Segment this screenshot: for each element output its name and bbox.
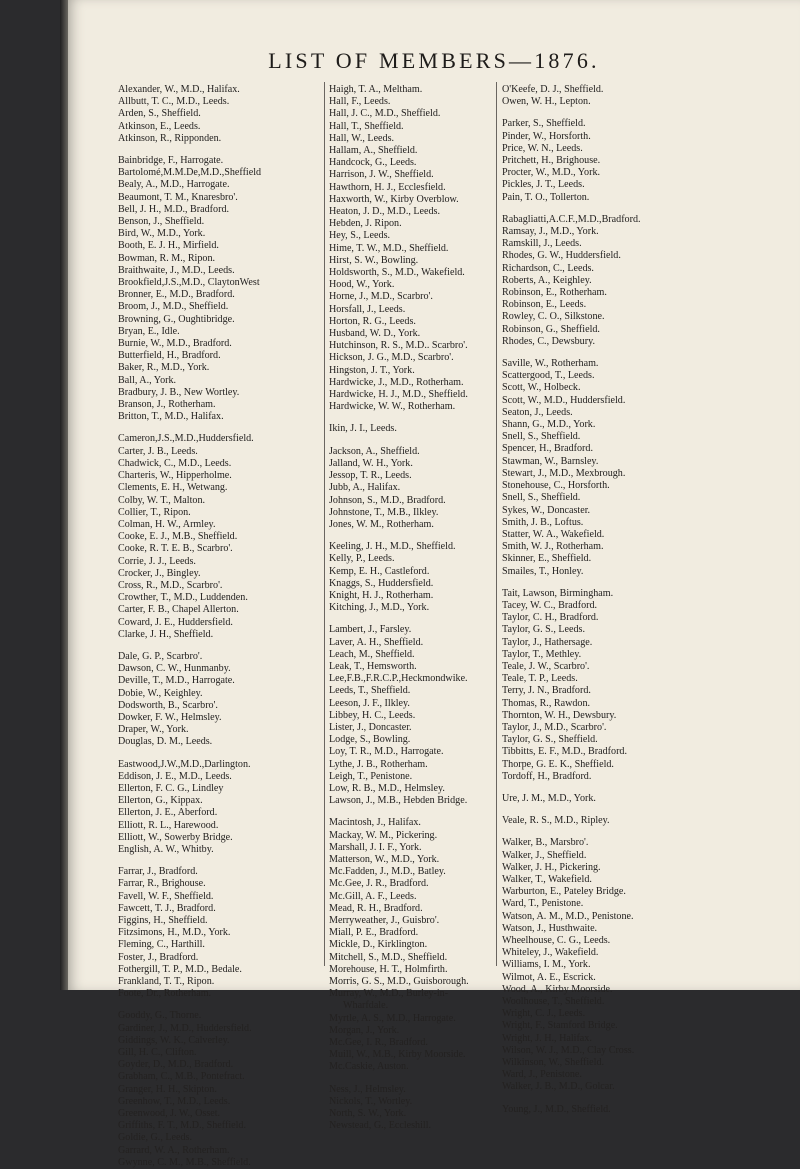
member-entry: Stonehouse, C., Horsforth. [502,480,610,492]
member-entry: Fothergill, T. P., M.D., Bedale. [118,963,242,975]
member-entry: Scattergood, T., Leeds. [502,370,595,382]
member-entry: Colman, H. W., Armley. [118,518,216,530]
member-entry: Low, R. B., M.D., Helmsley. [329,782,445,794]
member-entry: Figgins, H., Sheffield. [118,915,208,926]
member-entry: Williams, I. M., York. [502,959,591,971]
member-entry: Horne, J., M.D., Scarbro'. [329,291,433,303]
member-entry: Taylor, J., Hathersage. [502,636,593,648]
member-entry: Veale, R. S., M.D., Ripley. [502,815,610,827]
member-entry: Skinner, E., Sheffield. [502,553,592,565]
member-entry: Ellerton, F. C. G., Lindley [118,782,224,794]
member-entry: Hardwicke, J., M.D., Rotherham. [329,376,464,388]
member-entry: Goldie, G., Leeds. [118,1132,193,1144]
member-entry: Hawthorn, H. J., Ecclesfield. [329,181,446,193]
member-entry: Granger, H. H., Skipton. [118,1083,217,1095]
member-entry: Mc.Caskie, Auston. [329,1061,409,1073]
member-entry: Farrar, J., Bradford. [118,866,198,878]
member-entry: Loy, T. R., M.D., Harrogate. [329,746,444,758]
member-entry: Gill, H. C., Clifton. [118,1047,197,1059]
member-entry: Parker, S., Sheffield. [502,118,586,130]
member-entry: Collier, T., Ripon. [118,506,191,518]
group-spacer [502,827,732,837]
member-entry: Stawman, W., Barnsley. [502,455,599,467]
member-entry: Wilmot, A. E., Escrick. [502,971,596,983]
member-entry: Owen, W. H., Lepton. [502,96,591,108]
member-entry: Goyder, D., M.D., Bradford. [118,1059,234,1071]
member-entry: Warburton, E., Pateley Bridge. [502,886,626,898]
member-entry: Rowley, C. O., Silkstone. [502,311,605,323]
member-entry: Hirst, S. W., Bowling. [329,254,419,266]
group-spacer [502,204,732,214]
member-entry: Alexander, W., M.D., Halifax. [118,84,240,95]
member-entry: Douglas, D. M., Leeds. [118,736,213,748]
member-entry: Beaumont, T. M., Knaresbro'. [118,191,238,203]
member-entry: Snell, S., Sheffield. [502,431,581,443]
member-entry: Ward, T., Penistone. [502,898,584,910]
member-entry: Bryan, E., Idle. [118,325,180,337]
member-entry: Wright, C. J., Leeds. [502,1008,586,1020]
member-entry: Bartolomé,M.M.De,M.D.,Sheffield [118,167,262,179]
member-entry: Young, J., M.D., Sheffield. [502,1103,611,1115]
member-entry: Ellerton, J. E., Aberford. [118,807,218,819]
member-entry: North, S. W., York. [329,1108,407,1120]
member-entry: Wilkinson, W., Sheffield. [502,1057,605,1069]
member-entry: Ikin, J. I., Leeds. [329,423,397,435]
member-entry: Carter, F. B., Chapel Allerton. [118,604,239,616]
member-entry: Hingston, J. T., York. [329,364,415,376]
member-entry: Atkinson, E., Leeds. [118,120,201,132]
member-entry: Leeds, T., Sheffield. [329,685,411,697]
document-page [68,0,800,1168]
member-entry: Tait, Lawson, Birmingham. [502,587,614,599]
member-entry: Wharfdale. [343,1000,389,1012]
member-entry: Arden, S., Sheffield. [118,108,201,120]
member-entry: Draper, W., York. [118,724,189,736]
member-entry: Garrard, W. A., Rotherham. [118,1144,230,1156]
member-entry: Kelly, P., Leeds. [329,553,395,565]
member-entry: Watson, A. M., M.D., Penistone. [502,910,634,922]
member-entry: Smailes, T., Honley. [502,565,584,577]
member-entry: Smith, J. B., Loftus. [502,516,584,528]
member-entry: Scott, W., Holbeck. [502,382,581,394]
member-entry: Booth, E. J. H., Mirfield. [118,240,219,252]
member-entry: Favell, W. F., Sheffield. [118,890,214,902]
group-spacer [118,1000,338,1010]
member-entry: Cooke, E. J., M.B., Sheffield. [118,531,238,543]
member-entry: Carter, J. B., Leeds. [118,445,198,457]
member-entry: Teale, T. P., Leeds. [502,673,578,685]
member-entry: Hall, J. C., M.D., Sheffield. [329,108,441,120]
member-entry: Crowther, T., M.D., Luddenden. [118,592,248,604]
member-entry: Snell, S., Sheffield. [502,492,581,504]
member-entry: Foote, Dr., Rotherham. [118,988,212,1000]
member-entry: Hardwicke, W. W., Rotherham. [329,401,456,413]
member-entry: Johnstone, T., M.B., Ilkley. [329,506,439,518]
member-entry: Mc.Gee, I. R., Bradford. [329,1037,428,1049]
member-entry: Richardson, C., Leeds. [502,262,594,274]
member-column-1 [118,84,338,1169]
member-entry: Dale, G. P., Scarbro'. [118,650,203,662]
member-entry: Foster, J., Bradford. [118,951,199,963]
member-entry: Lawson, J., M.B., Hebden Bridge. [329,795,468,807]
member-entry: Robinson, G., Sheffield. [502,323,600,335]
member-entry: Fawcett, T. J., Bradford. [118,902,216,914]
member-entry: Tacey, W. C., Bradford. [502,599,598,611]
member-entry: Taylor, J., M.D., Scarbro'. [502,721,607,733]
member-entry: Tibbitts, E. F., M.D., Bradford. [502,746,628,758]
member-entry: Benson, J., Sheffield. [118,216,205,228]
member-entry: O'Keefe, D. J., Sheffield. [502,84,604,95]
member-entry: Ward, J., Penistone. [502,1069,582,1081]
member-entry: Cooke, R. T. E. B., Scarbro'. [118,543,233,555]
member-entry: Braithwaite, J., M.D., Leeds. [118,264,235,276]
member-entry: Bowman, R. M., Ripon. [118,252,216,264]
member-entry: Hickson, J. G., M.D., Scarbro'. [329,352,454,364]
member-entry: Gardiner, J., M.D., Huddersfield. [118,1022,252,1034]
member-entry: Hey, S., Leeds. [329,230,391,242]
member-entry: Leach, M., Sheffield. [329,648,415,660]
member-entry: Eddison, J. E., M.D., Leeds. [118,770,232,782]
member-entry: Rabagliatti,A.C.F.,M.D.,Bradford. [502,213,641,225]
member-entry: Macintosh, J., Halifax. [329,817,421,829]
group-spacer [118,145,338,155]
page-title: LIST OF MEMBERS—1876. [268,48,600,73]
member-entry: Procter, W., M.D., York. [502,167,601,179]
member-entry: Lee,F.B.,F.R.C.P.,Heckmondwike. [329,673,468,685]
member-entry: Mead, R. H., Bradford. [329,902,423,914]
member-entry: Rhodes, G. W., Huddersfield. [502,250,621,262]
member-entry: Bell, J. H., M.D., Bradford. [118,203,230,215]
member-entry: Marshall, J. I. F., York. [329,841,422,853]
member-entry: Kemp, E. H., Castleford. [329,565,430,577]
member-entry: Mc.Gill, A. F., Leeds. [329,890,417,902]
member-entry: Fitzsimons, H., M.D., York. [118,927,231,939]
member-entry: Pinder, W., Horsforth. [502,130,591,142]
member-entry: Britton, T., M.D., Halifax. [118,411,224,423]
member-entry: Bird, W., M.D., York. [118,228,206,240]
member-entry: Haxworth, W., Kirby Overblow. [329,193,459,205]
member-entry: Roberts, A., Keighley. [502,274,592,286]
group-spacer [118,749,338,759]
member-entry: Lythe, J. B., Rotherham. [329,758,428,770]
member-entry: Harrison, J. W., Sheffield. [329,169,434,181]
member-entry: Hallam, A., Sheffield. [329,145,418,157]
member-entry: Matterson, W., M.D., York. [329,853,440,865]
member-entry: Leak, T., Hemsworth. [329,660,417,672]
member-entry: Broom, J., M.D., Sheffield. [118,301,229,313]
member-entry: Jones, W. M., Rotherham. [329,518,434,530]
member-entry: Murray, W., M.D., Burley-in- [329,988,449,1000]
member-entry: Frankland, T. T., Ripon. [118,976,215,988]
member-entry: Rhodes, C., Dewsbury. [502,335,595,347]
member-entry: Heaton, J. D., M.D., Leeds. [329,206,441,218]
member-entry: Hall, W., Leeds. [329,132,395,144]
member-entry: Taylor, G. S., Leeds. [502,624,585,636]
member-entry: Bainbridge, F., Harrogate. [118,155,224,167]
member-entry: Greenhow, T., M.D., Leeds. [118,1095,231,1107]
member-entry: Deville, T., M.D., Harrogate. [118,675,235,687]
member-entry: Taylor, G. S., Sheffield. [502,734,598,746]
member-entry: Morehouse, H. T., Holmfirth. [329,963,448,975]
member-entry: Mitchell, S., M.D., Sheffield. [329,951,448,963]
member-entry: Farrar, R., Brighouse. [118,878,206,890]
member-entry: Ellerton, G., Kippax. [118,795,203,807]
member-entry: Morris, G. S., M.D., Guisborough. [329,976,469,988]
member-entry: Elliott, R. L., Harewood. [118,819,219,831]
member-column-3 [502,84,732,1116]
member-entry: Taylor, C. H., Bradford. [502,612,599,624]
member-entry: Walker, J. H., Pickering. [502,861,601,873]
group-spacer [118,423,338,433]
member-entry: Hutchinson, R. S., M.D.. Scarbro'. [329,340,468,352]
group-spacer [502,805,732,815]
member-entry: Leigh, T., Penistone. [329,770,413,782]
member-entry: English, A. W., Whitby. [118,843,214,855]
member-entry: Walker, J. B., M.D., Golcar. [502,1081,615,1093]
member-entry: Thomas, R., Rawdon. [502,697,591,709]
member-entry: Pain, T. O., Tollerton. [502,191,590,203]
member-entry: Terry, J. N., Bradford. [502,685,591,697]
member-entry: Fleming, C., Harthill. [118,939,205,951]
member-entry: Jessop, T. R., Leeds. [329,470,412,482]
member-entry: Atkinson, R., Ripponden. [118,132,222,144]
member-entry: Crocker, J., Bingley. [118,567,201,579]
member-entry: Pickles, J. T., Leeds. [502,179,585,191]
member-entry: Wood, A., Kirby Moorside. [502,983,613,995]
member-entry: Thorpe, G. E. K., Sheffield. [502,758,614,770]
member-entry: Sykes, W., Doncaster. [502,504,591,516]
member-entry: Bealy, A., M.D., Harrogate. [118,179,230,191]
member-entry: Corrie, J. J., Leeds. [118,555,196,567]
member-entry: Miall, P. E., Bradford. [329,927,419,939]
member-entry: Burnie, W., M.D., Bradford. [118,338,232,350]
group-spacer [118,856,338,866]
member-entry: Horton, R. G., Leeds. [329,315,416,327]
member-entry: Knight, H. J., Rotherham. [329,589,434,601]
member-entry: Morgan, J., York. [329,1024,400,1036]
member-entry: Allbutt, T. C., M.D., Leeds. [118,96,230,108]
member-entry: Hime, T. W., M.D., Sheffield. [329,242,449,254]
member-entry: Laver, A. H., Sheffield. [329,636,424,648]
member-entry: Ramsay, J., M.D., York. [502,226,599,238]
member-entry: Nickols, T., Wortley. [329,1095,413,1107]
member-entry: Charteris, W., Hipperholme. [118,470,232,482]
member-entry: Hebden, J. Ripon. [329,218,402,230]
member-entry: Walker, T., Wakefield. [502,873,592,885]
member-entry: Colby, W. T., Malton. [118,494,206,506]
member-entry: Dawson, C. W., Hunmanby. [118,663,231,675]
member-entry: Wheelhouse, C. G., Leeds. [502,935,611,946]
member-entry: Chadwick, C., M.D., Leeds. [118,457,232,469]
member-entry: Ball, A., York. [118,374,177,386]
member-entry: Clarke, J. H., Sheffield. [118,628,214,640]
member-entry: Clements, E. H., Wetwang. [118,482,228,494]
member-entry: Mc.Fadden, J., M.D., Batley. [329,866,446,878]
member-entry: Holdsworth, S., M.D., Wakefield. [329,267,465,279]
member-entry: Kitching, J., M.D., York. [329,602,430,614]
member-entry: Woolhouse, T., Sheffield. [502,996,605,1008]
member-entry: Teale, J. W., Scarbro'. [502,660,590,672]
member-entry: Gwynne, C. M., M.B., Sheffield. [118,1156,251,1168]
member-entry: Brookfield,J.S.,M.D., ClaytonWest [118,277,260,289]
member-entry: Scott, W., M.D., Huddersfield. [502,394,626,406]
member-entry: Hall, F., Leeds. [329,96,391,108]
member-entry: Lodge, S., Bowling. [329,734,411,746]
member-entry: Knaggs, S., Huddersfield. [329,577,434,589]
member-entry: Lister, J., Doncaster. [329,721,412,733]
member-entry: Spencer, H., Bradford. [502,443,593,455]
member-entry: Stewart, J., M.D., Mexbrough. [502,467,626,479]
member-entry: Browning, G., Oughtibridge. [118,313,235,325]
member-entry: Elliott, W., Sowerby Bridge. [118,831,233,843]
member-entry: Dodsworth, B., Scarbro'. [118,699,218,711]
member-entry: Cross, R., M.D., Scarbro'. [118,579,223,591]
member-entry: Coward, J. E., Huddersfield. [118,616,233,628]
member-entry: Wright, F., Stamford Bridge. [502,1020,618,1032]
member-entry: Leeson, J. F., Ilkley. [329,697,410,709]
member-entry: Horsfall, J., Leeds. [329,303,406,315]
member-entry: Mackay, W. M., Pickering. [329,829,438,841]
member-entry: Merryweather, J., Guisbro'. [329,915,440,926]
member-entry: Whiteley, J., Wakefield. [502,947,599,959]
member-entry: Saville, W., Rotherham. [502,358,599,370]
member-entry: Hood, W., York. [329,279,395,291]
group-spacer [502,783,732,793]
member-entry: Walker, J., Sheffield. [502,849,587,861]
member-entry: Libbey, H. C., Leeds. [329,709,416,721]
member-entry: Price, W. N., Leeds. [502,142,583,154]
group-spacer [502,578,732,588]
member-entry: Pritchett, H., Brighouse. [502,155,601,167]
member-entry: Newstead, G., Eccleshill. [329,1120,432,1132]
member-entry: Husband, W. D., York. [329,328,421,340]
member-entry: Mickle, D., Kirklington. [329,939,428,951]
member-entry: Branson, J., Rotherham. [118,399,216,411]
member-entry: Smith, W. J., Rotherham. [502,541,604,553]
member-entry: Ramskill, J., Leeds. [502,238,582,250]
member-entry: Jackson, A., Sheffield. [329,445,420,457]
member-entry: Bradbury, J. B., New Wortley. [118,386,240,398]
member-entry: Haigh, T. A., Meltham. [329,84,423,95]
member-entry: Handcock, G., Leeds. [329,157,417,169]
member-entry: Myrtle, A. S., M.D., Harrogate. [329,1012,456,1024]
member-entry: Hardwicke, H. J., M.D., Sheffield. [329,389,468,401]
member-entry: Mc.Gee, J. R., Bradford. [329,878,429,890]
member-entry: Taylor, T., Methley. [502,648,582,660]
member-entry: Butterfield, H., Bradford. [118,350,221,362]
member-entry: Jubb, A., Halifax. [329,482,401,494]
member-entry: Thornton, W. H., Dewsbury. [502,709,617,721]
member-entry: Ure, J. M., M.D., York. [502,792,596,804]
member-entry: Hall, T., Sheffield. [329,120,404,132]
group-spacer [502,348,732,358]
member-entry: Robinson, E., Leeds. [502,299,587,311]
member-entry: Grabham, C., M.B., Pontefract. [118,1071,245,1083]
member-entry: Ness, J., Helmsley. [329,1083,406,1095]
member-entry: Gooddy, G., Thorne. [118,1010,202,1022]
member-entry: Baker, R., M.D., York. [118,362,210,374]
member-entry: Robinson, E., Rotherham. [502,287,607,299]
member-entry: Keeling, J. H., M.D., Sheffield. [329,541,456,553]
member-entry: Dowker, F. W., Helmsley. [118,711,222,723]
member-entry: Eastwood,J.W.,M.D.,Darlington. [118,758,251,770]
member-entry: Walker, B., Marsbro'. [502,837,589,849]
member-entry: Tordoff, H., Bradford. [502,770,592,782]
member-entry: Jalland, W. H., York. [329,457,413,469]
member-entry: Giddings, W. K., Calverley. [118,1034,230,1046]
member-entry: Muill, W., M.B., Kirby Moorside. [329,1049,466,1061]
member-entry: Greenwood, J. W., Osset. [118,1108,221,1120]
member-entry: Johnson, S., M.D., Bradford. [329,494,446,506]
member-entry: Seaton, J., Leeds. [502,406,573,418]
member-entry: Wilson, W. J., M.D., Clay Cross. [502,1044,635,1056]
group-spacer [502,1094,732,1104]
member-entry: Cameron,J.S.,M.D.,Huddersfield. [118,433,254,445]
member-entry: Dobie, W., Keighley. [118,687,203,699]
group-spacer [502,108,732,118]
member-entry: Wright, J. H., Halifax. [502,1032,592,1044]
group-spacer [118,641,338,651]
member-entry: Lambert, J., Farsley. [329,624,412,636]
member-entry: Griffiths, F. T., M.D., Sheffield. [118,1120,246,1132]
member-entry: Watson, J., Husthwaite. [502,922,598,934]
member-entry: Shann, G., M.D., York. [502,419,596,431]
member-entry: Statter, W. A., Wakefield. [502,528,605,540]
member-entry: Bronner, E., M.D., Bradford. [118,289,235,301]
